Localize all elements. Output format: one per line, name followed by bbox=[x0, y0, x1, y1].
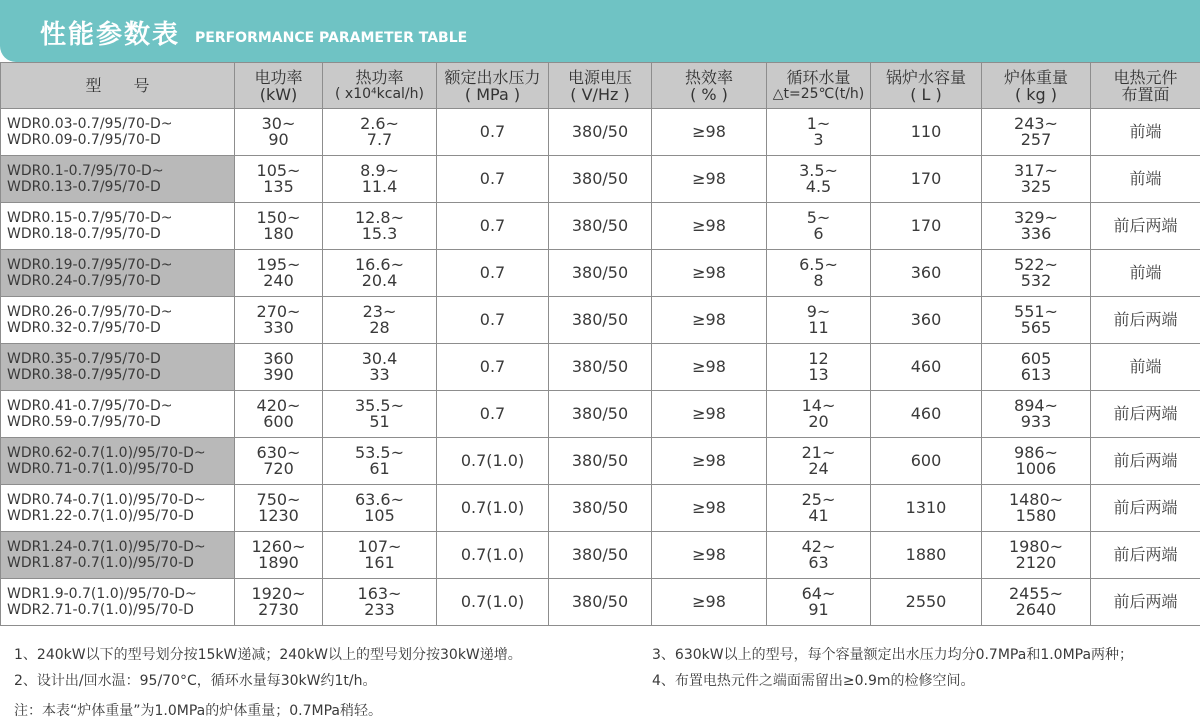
heat-cell: 16.6~ 20.4 bbox=[323, 250, 437, 297]
voltage-cell: 380/50 bbox=[549, 250, 652, 297]
pressure-cell: 0.7(1.0) bbox=[437, 485, 549, 532]
model-cell: WDR1.24-0.7(1.0)/95/70-D~ WDR1.87-0.7(1.0)/95/70-D bbox=[1, 532, 235, 579]
voltage-cell: 380/50 bbox=[549, 109, 652, 156]
header-power: 电功率 (kW) bbox=[235, 63, 323, 109]
header-flow: 循环水量 △t=25℃(t/h) bbox=[767, 63, 871, 109]
table-header-row bbox=[1, 63, 1200, 109]
position-cell: 前后两端 bbox=[1091, 203, 1200, 250]
position-cell: 前端 bbox=[1091, 344, 1200, 391]
position-cell: 前后两端 bbox=[1091, 485, 1200, 532]
position-cell: 前端 bbox=[1091, 250, 1200, 297]
power-cell: 150~ 180 bbox=[235, 203, 323, 250]
model-cell: WDR0.35-0.7/95/70-D WDR0.38-0.7/95/70-D bbox=[1, 344, 235, 391]
weight-cell: 317~ 325 bbox=[982, 156, 1091, 203]
header-voltage: 电源电压 ( V/Hz ) bbox=[549, 63, 652, 109]
pressure-cell: 0.7(1.0) bbox=[437, 532, 549, 579]
table-row bbox=[1, 344, 1200, 391]
power-cell: 30~ 90 bbox=[235, 109, 323, 156]
heat-cell: 63.6~ 105 bbox=[323, 485, 437, 532]
table-row bbox=[1, 109, 1200, 156]
header-volume: 锅炉水容量 ( L ) bbox=[871, 63, 982, 109]
power-cell: 360 390 bbox=[235, 344, 323, 391]
heat-cell: 53.5~ 61 bbox=[323, 438, 437, 485]
volume-cell: 460 bbox=[871, 391, 982, 438]
position-cell: 前后两端 bbox=[1091, 532, 1200, 579]
header-weight: 炉体重量 ( kg ) bbox=[982, 63, 1091, 109]
notes-section bbox=[0, 636, 1200, 719]
note-1: 1、240kW以下的型号划分按15kW递减；240kW以上的型号划分按30kW递增。 bbox=[14, 644, 522, 664]
table-row bbox=[1, 438, 1200, 485]
power-cell: 1260~ 1890 bbox=[235, 532, 323, 579]
remark-note: 注：本表“炉体重量”为1.0MPa的炉体重量；0.7MPa稍轻。 bbox=[14, 700, 382, 720]
note-4: 4、布置电热元件之端面需留出≥0.9m的检修空间。 bbox=[652, 670, 975, 690]
position-cell: 前后两端 bbox=[1091, 579, 1200, 626]
header-model: 型 号 bbox=[1, 63, 235, 109]
power-cell: 270~ 330 bbox=[235, 297, 323, 344]
position-cell: 前端 bbox=[1091, 156, 1200, 203]
efficiency-cell: ≥98 bbox=[652, 250, 767, 297]
volume-cell: 600 bbox=[871, 438, 982, 485]
weight-cell: 605 613 bbox=[982, 344, 1091, 391]
note-3: 3、630kW以上的型号，每个容量额定出水压力均分0.7MPa和1.0MPa两种； bbox=[652, 644, 1133, 664]
weight-cell: 894~ 933 bbox=[982, 391, 1091, 438]
page-subtitle: PERFORMANCE PARAMETER TABLE bbox=[195, 30, 467, 46]
pressure-cell: 0.7 bbox=[437, 250, 549, 297]
weight-cell: 243~ 257 bbox=[982, 109, 1091, 156]
flow-cell: 3.5~ 4.5 bbox=[767, 156, 871, 203]
volume-cell: 460 bbox=[871, 344, 982, 391]
pressure-cell: 0.7 bbox=[437, 156, 549, 203]
flow-cell: 1~ 3 bbox=[767, 109, 871, 156]
table-row bbox=[1, 203, 1200, 250]
voltage-cell: 380/50 bbox=[549, 156, 652, 203]
flow-cell: 9~ 11 bbox=[767, 297, 871, 344]
power-cell: 195~ 240 bbox=[235, 250, 323, 297]
volume-cell: 360 bbox=[871, 297, 982, 344]
efficiency-cell: ≥98 bbox=[652, 297, 767, 344]
flow-cell: 25~ 41 bbox=[767, 485, 871, 532]
voltage-cell: 380/50 bbox=[549, 297, 652, 344]
title-banner bbox=[0, 0, 1200, 62]
position-cell: 前后两端 bbox=[1091, 391, 1200, 438]
efficiency-cell: ≥98 bbox=[652, 156, 767, 203]
table-row bbox=[1, 250, 1200, 297]
model-cell: WDR0.62-0.7(1.0)/95/70-D~ WDR0.71-0.7(1.0)/95/70-D bbox=[1, 438, 235, 485]
model-cell: WDR0.26-0.7/95/70-D~ WDR0.32-0.7/95/70-D bbox=[1, 297, 235, 344]
efficiency-cell: ≥98 bbox=[652, 391, 767, 438]
heat-cell: 23~ 28 bbox=[323, 297, 437, 344]
flow-cell: 42~ 63 bbox=[767, 532, 871, 579]
volume-cell: 170 bbox=[871, 203, 982, 250]
volume-cell: 110 bbox=[871, 109, 982, 156]
volume-cell: 1880 bbox=[871, 532, 982, 579]
heat-cell: 8.9~ 11.4 bbox=[323, 156, 437, 203]
heat-cell: 2.6~ 7.7 bbox=[323, 109, 437, 156]
model-cell: WDR0.1-0.7/95/70-D~ WDR0.13-0.7/95/70-D bbox=[1, 156, 235, 203]
efficiency-cell: ≥98 bbox=[652, 109, 767, 156]
efficiency-cell: ≥98 bbox=[652, 579, 767, 626]
efficiency-cell: ≥98 bbox=[652, 438, 767, 485]
model-cell: WDR0.41-0.7/95/70-D~ WDR0.59-0.7/95/70-D bbox=[1, 391, 235, 438]
volume-cell: 1310 bbox=[871, 485, 982, 532]
position-cell: 前后两端 bbox=[1091, 438, 1200, 485]
efficiency-cell: ≥98 bbox=[652, 344, 767, 391]
flow-cell: 14~ 20 bbox=[767, 391, 871, 438]
pressure-cell: 0.7(1.0) bbox=[437, 579, 549, 626]
page-title: 性能参数表 bbox=[40, 14, 180, 51]
flow-cell: 6.5~ 8 bbox=[767, 250, 871, 297]
power-cell: 1920~ 2730 bbox=[235, 579, 323, 626]
voltage-cell: 380/50 bbox=[549, 344, 652, 391]
efficiency-cell: ≥98 bbox=[652, 485, 767, 532]
weight-cell: 522~ 532 bbox=[982, 250, 1091, 297]
voltage-cell: 380/50 bbox=[549, 391, 652, 438]
heat-cell: 12.8~ 15.3 bbox=[323, 203, 437, 250]
table-row bbox=[1, 391, 1200, 438]
model-cell: WDR0.74-0.7(1.0)/95/70-D~ WDR1.22-0.7(1.0)/95/70-D bbox=[1, 485, 235, 532]
pressure-cell: 0.7 bbox=[437, 344, 549, 391]
weight-cell: 551~ 565 bbox=[982, 297, 1091, 344]
heat-cell: 163~ 233 bbox=[323, 579, 437, 626]
header-pressure: 额定出水压力 ( MPa ) bbox=[437, 63, 549, 109]
model-cell: WDR0.15-0.7/95/70-D~ WDR0.18-0.7/95/70-D bbox=[1, 203, 235, 250]
position-cell: 前后两端 bbox=[1091, 297, 1200, 344]
voltage-cell: 380/50 bbox=[549, 579, 652, 626]
power-cell: 420~ 600 bbox=[235, 391, 323, 438]
table-row bbox=[1, 297, 1200, 344]
pressure-cell: 0.7 bbox=[437, 109, 549, 156]
power-cell: 750~ 1230 bbox=[235, 485, 323, 532]
table-row bbox=[1, 485, 1200, 532]
performance-table bbox=[0, 62, 1200, 626]
pressure-cell: 0.7 bbox=[437, 297, 549, 344]
model-cell: WDR0.19-0.7/95/70-D~ WDR0.24-0.7/95/70-D bbox=[1, 250, 235, 297]
heat-cell: 107~ 161 bbox=[323, 532, 437, 579]
header-efficiency: 热效率 ( % ) bbox=[652, 63, 767, 109]
weight-cell: 1980~ 2120 bbox=[982, 532, 1091, 579]
pressure-cell: 0.7 bbox=[437, 391, 549, 438]
heat-cell: 35.5~ 51 bbox=[323, 391, 437, 438]
pressure-cell: 0.7 bbox=[437, 203, 549, 250]
flow-cell: 64~ 91 bbox=[767, 579, 871, 626]
pressure-cell: 0.7(1.0) bbox=[437, 438, 549, 485]
volume-cell: 2550 bbox=[871, 579, 982, 626]
weight-cell: 2455~ 2640 bbox=[982, 579, 1091, 626]
efficiency-cell: ≥98 bbox=[652, 532, 767, 579]
weight-cell: 986~ 1006 bbox=[982, 438, 1091, 485]
weight-cell: 1480~ 1580 bbox=[982, 485, 1091, 532]
weight-cell: 329~ 336 bbox=[982, 203, 1091, 250]
note-2: 2、设计出/回水温：95/70°C，循环水量每30kW约1t/h。 bbox=[14, 670, 377, 690]
efficiency-cell: ≥98 bbox=[652, 203, 767, 250]
voltage-cell: 380/50 bbox=[549, 438, 652, 485]
table-row bbox=[1, 579, 1200, 626]
voltage-cell: 380/50 bbox=[549, 532, 652, 579]
power-cell: 630~ 720 bbox=[235, 438, 323, 485]
power-cell: 105~ 135 bbox=[235, 156, 323, 203]
voltage-cell: 380/50 bbox=[549, 203, 652, 250]
flow-cell: 5~ 6 bbox=[767, 203, 871, 250]
heat-cell: 30.4 33 bbox=[323, 344, 437, 391]
position-cell: 前端 bbox=[1091, 109, 1200, 156]
model-cell: WDR1.9-0.7(1.0)/95/70-D~ WDR2.71-0.7(1.0)/95/70-D bbox=[1, 579, 235, 626]
flow-cell: 12 13 bbox=[767, 344, 871, 391]
table-row bbox=[1, 532, 1200, 579]
volume-cell: 170 bbox=[871, 156, 982, 203]
header-heat: 热功率 ( x10⁴kcal/h) bbox=[323, 63, 437, 109]
flow-cell: 21~ 24 bbox=[767, 438, 871, 485]
model-cell: WDR0.03-0.7/95/70-D~ WDR0.09-0.7/95/70-D bbox=[1, 109, 235, 156]
header-position: 电热元件 布置面 bbox=[1091, 63, 1200, 109]
voltage-cell: 380/50 bbox=[549, 485, 652, 532]
table-row bbox=[1, 156, 1200, 203]
volume-cell: 360 bbox=[871, 250, 982, 297]
